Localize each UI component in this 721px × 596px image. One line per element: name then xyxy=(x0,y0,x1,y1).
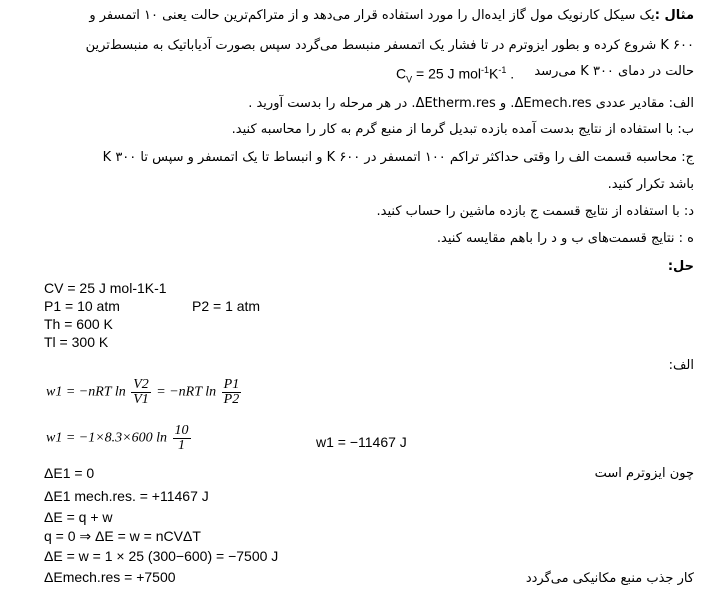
frac-denominator: V1 xyxy=(133,392,149,407)
frac-denominator: P2 xyxy=(223,392,240,407)
frac-numerator: 10 xyxy=(174,423,189,438)
solution-tl: Tl = 300 K xyxy=(44,334,109,350)
pressure-ratio-fraction xyxy=(222,378,242,407)
problem-cv-formula: $C_V = 25$ J $mol^{-1}K^{-1}$ . xyxy=(396,65,515,85)
delta-e-calc: ΔE = w = 1 × 25 (300−600) = −7500 J xyxy=(44,548,279,564)
delta-e1: ΔE1 = 0 xyxy=(44,465,95,481)
frac-numerator: V2 xyxy=(133,377,149,392)
volume-ratio-fraction xyxy=(131,378,151,407)
w1-equation-1 xyxy=(46,378,243,407)
problem-line-1 xyxy=(89,8,694,23)
solution-heading: حل: xyxy=(667,259,694,274)
part-d-question: د: با استفاده از نتایج قسمت ج بازده ماشین را حساب کنید. xyxy=(376,204,694,219)
solution-cv: CV = 25 J mol-1K-1 xyxy=(44,280,167,296)
problem-line-2: ۶۰۰ K شروع کرده و بطور ایزوترم در تا فشار یک اتمسفر منبسط می‌گردد سپس بصورت آدیاباتیک به منبسط‌ترین xyxy=(85,38,694,53)
mech-note: کار جذب منبع مکانیکی می‌گردد xyxy=(525,571,694,586)
delta-e-mech: ΔEmech.res = +7500 xyxy=(44,569,176,585)
problem-line-3 xyxy=(534,64,694,79)
delta-e1-mech: ΔE1 mech.res. = +11467 J xyxy=(44,488,209,504)
part-c-question-2: باشد تکرار کنید. xyxy=(607,177,694,192)
solution-th: Th = 600 K xyxy=(44,316,113,332)
w1-eq2-left: w1 = −1×8.3×600 ln xyxy=(46,430,168,446)
solution-p2: P2 = 1 atm xyxy=(192,298,261,314)
w1-result: w1 = −11467 J xyxy=(316,434,407,450)
w1-eq1-mid: = −nRT ln xyxy=(156,384,217,400)
q-zero-line: q = 0 ⇒ ΔE = w = nCVΔT xyxy=(44,528,201,544)
solution-p1: P1 = 10 atm xyxy=(44,298,120,314)
example-label: مثال : xyxy=(654,8,694,23)
isothermal-note: چون ایزوترم است xyxy=(594,466,694,481)
part-e-question: ه : نتایج قسمت‌های ب و د را باهم مقایسه کنید. xyxy=(436,231,694,246)
delta-e-q-w: ΔE = q + w xyxy=(44,509,113,525)
w1-eq1-left: w1 = −nRT ln xyxy=(46,384,126,400)
solution-part-a-label: الف: xyxy=(668,358,694,373)
frac-denominator: 1 xyxy=(178,438,186,453)
part-b-question: ب: با استفاده از نتایج بدست آمده بازده تبدیل گرما از منبع گرم به کار را محاسبه کنید. xyxy=(231,122,694,137)
problem-text-3: حالت در دمای ۳۰۰ K می‌رسد xyxy=(534,64,694,79)
w1-equation-2 xyxy=(46,424,193,453)
frac-numerator: P1 xyxy=(223,377,240,392)
pressure-value-fraction xyxy=(173,424,191,453)
part-a-question: الف: مقادیر عددی ΔEmech.res. و ΔEtherm.res. در هر مرحله را بدست آورید . xyxy=(248,96,694,111)
part-c-question-1: ج: محاسبه قسمت الف را وقتی حداکثر تراکم ۱۰۰ اتمسفر در ۶۰۰ K و انبساط تا یک اتمسفر و سپس تا ۳۰۰ K xyxy=(102,150,694,165)
problem-text-1: یک سیکل کارنویک مول گاز ایده‌ال را مورد استفاده قرار می‌دهد و از متراکم‌ترین حالت یعنی ۱۰ اتمسفر و xyxy=(89,8,655,23)
